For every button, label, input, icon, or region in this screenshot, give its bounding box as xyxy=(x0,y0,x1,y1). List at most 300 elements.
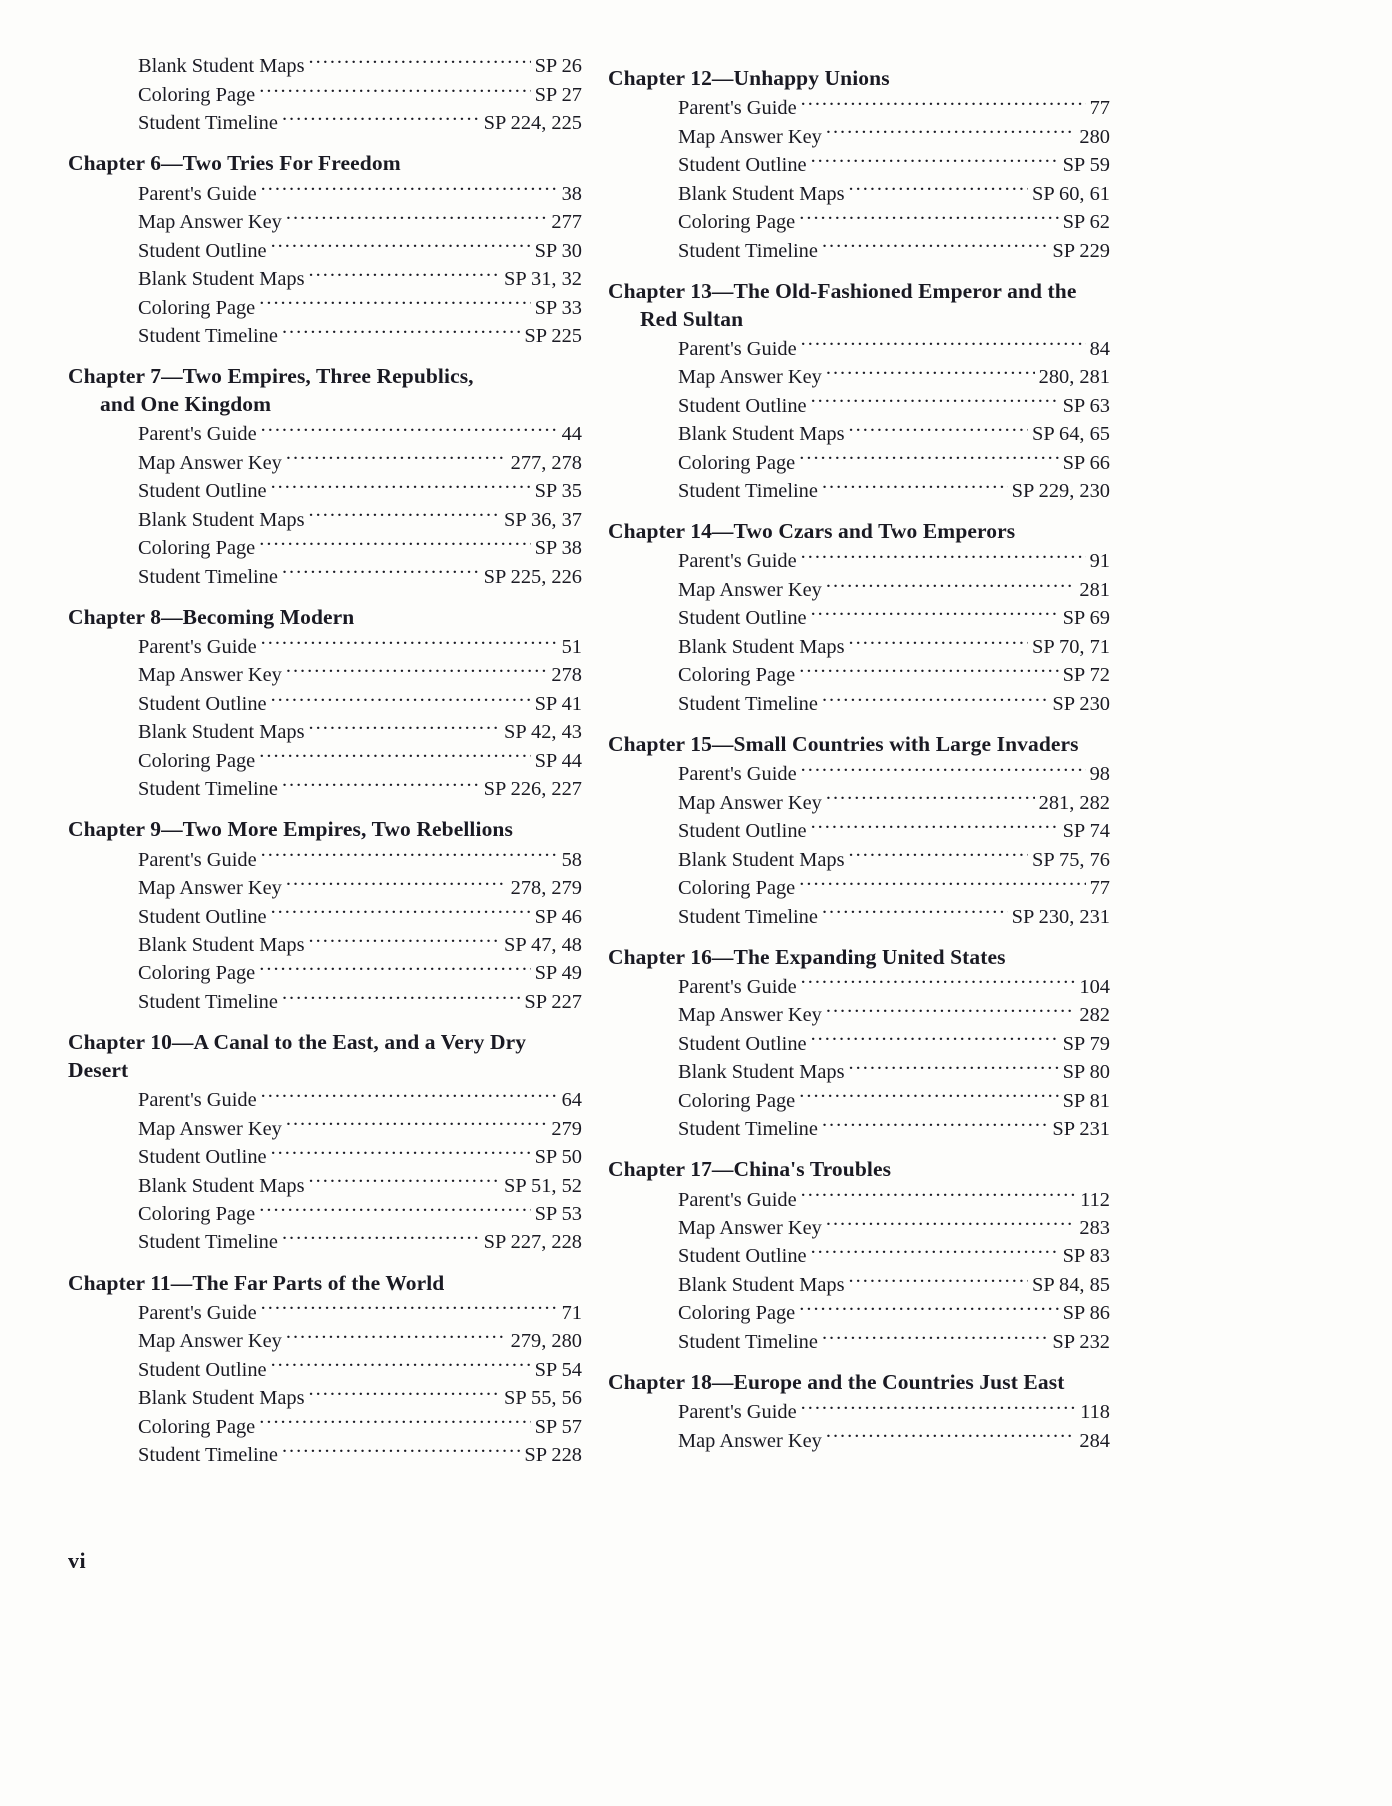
toc-dot-leader xyxy=(822,1115,1048,1135)
toc-entry[interactable] xyxy=(608,1328,1110,1356)
toc-entry[interactable] xyxy=(68,179,582,207)
toc-entry-page-number: SP 225, 226 xyxy=(483,565,582,588)
toc-entry[interactable] xyxy=(608,972,1110,1000)
toc-entry-label: Student Timeline xyxy=(678,1330,818,1353)
toc-entry-label: Blank Student Maps xyxy=(138,55,305,78)
toc-entry-label: Coloring Page xyxy=(678,211,796,234)
toc-entry-label: Student Outline xyxy=(138,905,267,928)
toc-entry[interactable] xyxy=(608,1271,1110,1299)
toc-entry[interactable] xyxy=(68,689,582,717)
toc-entry[interactable] xyxy=(68,1228,582,1256)
toc-dot-leader xyxy=(826,1426,1076,1446)
toc-entry-label: Map Answer Key xyxy=(138,211,282,234)
toc-entry[interactable] xyxy=(608,1001,1110,1029)
toc-entry-page-number: SP 229, 230 xyxy=(1011,480,1110,503)
chapter-heading[interactable] xyxy=(608,931,1110,973)
toc-entry-page-number: SP 38 xyxy=(534,537,582,560)
toc-entry[interactable] xyxy=(608,1398,1110,1426)
chapter-heading[interactable] xyxy=(68,591,582,633)
toc-entry[interactable] xyxy=(68,845,582,873)
toc-entry[interactable] xyxy=(68,236,582,264)
chapter-heading[interactable] xyxy=(68,350,582,420)
toc-dot-leader xyxy=(849,1271,1028,1291)
toc-columns xyxy=(0,52,1392,1469)
toc-dot-leader xyxy=(849,845,1028,865)
toc-entry-label: Student Outline xyxy=(678,1245,807,1268)
toc-entry[interactable] xyxy=(608,334,1110,362)
toc-entry-page-number: SP 69 xyxy=(1062,607,1110,630)
toc-dot-leader xyxy=(259,293,530,313)
toc-entry-page-number: 64 xyxy=(561,1089,582,1112)
toc-entry-label: Blank Student Maps xyxy=(138,508,305,531)
toc-entry-label: Student Timeline xyxy=(678,692,818,715)
toc-entry-page-number: SP 83 xyxy=(1062,1245,1110,1268)
toc-entry[interactable] xyxy=(68,420,582,448)
chapter-heading[interactable] xyxy=(608,718,1110,760)
toc-entry-label: Student Timeline xyxy=(678,1118,818,1141)
toc-entry[interactable] xyxy=(608,122,1110,150)
toc-dot-leader xyxy=(811,391,1059,411)
toc-entry-label: Map Answer Key xyxy=(678,1216,822,1239)
chapter-block xyxy=(68,803,582,1016)
toc-entry-page-number: SP 66 xyxy=(1062,451,1110,474)
toc-entry-page-number: 280, 281 xyxy=(1038,366,1110,389)
chapter-heading[interactable] xyxy=(608,52,1110,94)
toc-entry-page-number: SP 230 xyxy=(1052,692,1110,715)
toc-entry[interactable] xyxy=(608,575,1110,603)
toc-dot-leader xyxy=(822,477,1008,497)
toc-entry-label: Parent's Guide xyxy=(138,848,257,871)
toc-entry[interactable] xyxy=(68,505,582,533)
toc-dot-leader xyxy=(799,1299,1058,1319)
toc-entry[interactable] xyxy=(68,477,582,505)
toc-entry-page-number: SP 36, 37 xyxy=(504,508,582,531)
toc-entry-page-number: SP 42, 43 xyxy=(504,721,582,744)
toc-dot-leader xyxy=(286,208,548,228)
chapter-heading[interactable] xyxy=(68,137,582,179)
toc-entry-page-number: SP 86 xyxy=(1062,1302,1110,1325)
toc-entry-page-number: 51 xyxy=(561,635,582,658)
toc-entry-label: Blank Student Maps xyxy=(678,848,845,871)
toc-dot-leader xyxy=(811,604,1059,624)
toc-entry[interactable] xyxy=(68,1384,582,1412)
toc-entry-page-number: 277 xyxy=(551,211,582,234)
toc-entry-page-number: SP 226, 227 xyxy=(483,778,582,801)
toc-entry-page-number: SP 75, 76 xyxy=(1032,848,1110,871)
toc-entry-label: Parent's Guide xyxy=(678,1188,797,1211)
toc-entry[interactable] xyxy=(608,1029,1110,1057)
toc-entry-page-number: 71 xyxy=(561,1301,582,1324)
toc-entry-label: Coloring Page xyxy=(138,962,256,985)
toc-dot-leader xyxy=(261,632,558,652)
chapter-heading-line1: Chapter 15—Small Countries with Large Invaders xyxy=(608,731,1079,756)
toc-entry[interactable] xyxy=(608,760,1110,788)
chapter-block xyxy=(608,718,1110,931)
toc-entry[interactable] xyxy=(68,959,582,987)
toc-entry[interactable] xyxy=(68,661,582,689)
toc-entry-label: Parent's Guide xyxy=(138,1301,257,1324)
toc-entry[interactable] xyxy=(608,874,1110,902)
toc-dot-leader xyxy=(261,1086,558,1106)
toc-dot-leader xyxy=(282,562,480,582)
toc-dot-leader xyxy=(309,931,500,951)
toc-entry-page-number: SP 229 xyxy=(1052,239,1110,262)
toc-entry-page-number: SP 81 xyxy=(1062,1089,1110,1112)
toc-entry-label: Parent's Guide xyxy=(678,1401,797,1424)
toc-entry-page-number: 58 xyxy=(561,848,582,871)
toc-entry-label: Map Answer Key xyxy=(678,1004,822,1027)
toc-entry[interactable] xyxy=(608,632,1110,660)
toc-entry-label: Parent's Guide xyxy=(678,763,797,786)
toc-entry-page-number: SP 57 xyxy=(534,1415,582,1438)
toc-entry-label: Parent's Guide xyxy=(678,975,797,998)
toc-dot-leader xyxy=(259,1412,530,1432)
toc-dot-leader xyxy=(811,817,1059,837)
chapter-block xyxy=(608,931,1110,1144)
chapter-heading[interactable] xyxy=(608,1143,1110,1185)
chapter-heading[interactable] xyxy=(608,265,1110,335)
toc-entry-page-number: 77 xyxy=(1089,97,1110,120)
toc-entry-label: Map Answer Key xyxy=(138,1117,282,1140)
chapter-heading-line1: Chapter 17—China's Troubles xyxy=(608,1157,892,1182)
toc-entry-label: Student Timeline xyxy=(678,905,818,928)
toc-entry[interactable] xyxy=(68,1200,582,1228)
toc-entry[interactable] xyxy=(608,817,1110,845)
toc-entry-page-number: SP 72 xyxy=(1062,664,1110,687)
toc-dot-leader xyxy=(261,179,558,199)
toc-entry-label: Student Timeline xyxy=(138,325,278,348)
toc-entry-label: Blank Student Maps xyxy=(138,934,305,956)
toc-entry-page-number: SP 224, 225 xyxy=(483,112,582,135)
toc-dot-leader xyxy=(282,1441,520,1461)
toc-dot-leader xyxy=(259,959,530,979)
toc-entry-label: Student Timeline xyxy=(678,480,818,503)
toc-entry-page-number: SP 49 xyxy=(534,962,582,985)
toc-dot-leader xyxy=(271,236,531,256)
toc-entry-label: Blank Student Maps xyxy=(138,1174,305,1197)
toc-entry[interactable] xyxy=(608,151,1110,179)
toc-entry[interactable] xyxy=(68,265,582,293)
toc-entry[interactable] xyxy=(608,661,1110,689)
toc-entry[interactable] xyxy=(68,1327,582,1355)
chapter-block xyxy=(68,350,582,591)
toc-dot-leader xyxy=(826,1214,1076,1234)
toc-entry-page-number: 77 xyxy=(1089,877,1110,900)
toc-entry-label: Student Timeline xyxy=(678,239,818,262)
toc-dot-leader xyxy=(826,122,1076,142)
toc-dot-leader xyxy=(811,1242,1059,1262)
toc-entry[interactable] xyxy=(608,420,1110,448)
toc-dot-leader xyxy=(259,80,530,100)
chapter-heading[interactable] xyxy=(68,1016,582,1086)
chapter-heading-line1: Chapter 10—A Canal to the East, and a Very Dry Desert xyxy=(68,1030,527,1082)
chapter-heading-line1: Chapter 12—Unhappy Unions xyxy=(608,66,890,90)
toc-dot-leader xyxy=(271,477,531,497)
chapter-block xyxy=(608,505,1110,718)
toc-entry[interactable] xyxy=(68,1355,582,1383)
toc-dot-leader xyxy=(801,334,1086,354)
toc-entry-label: Map Answer Key xyxy=(678,578,822,601)
toc-entry[interactable] xyxy=(608,1242,1110,1270)
toc-entry[interactable] xyxy=(68,902,582,930)
toc-entry[interactable] xyxy=(68,874,582,902)
toc-dot-leader xyxy=(261,845,558,865)
toc-entry-page-number: SP 228 xyxy=(524,1444,582,1467)
toc-entry-label: Parent's Guide xyxy=(678,97,797,120)
toc-dot-leader xyxy=(271,1355,531,1375)
toc-entry-label: Blank Student Maps xyxy=(678,635,845,658)
toc-dot-leader xyxy=(286,448,507,468)
toc-entry-page-number: 38 xyxy=(561,182,582,205)
toc-entry-label: Coloring Page xyxy=(138,749,256,772)
toc-entry-label: Blank Student Maps xyxy=(138,1387,305,1410)
chapter-heading-line1: Chapter 13—The Old-Fashioned Emperor and the xyxy=(608,278,1077,303)
toc-left-column xyxy=(0,52,600,1469)
toc-entry-page-number: SP 50 xyxy=(534,1146,582,1169)
toc-entry[interactable] xyxy=(68,632,582,660)
toc-entry-page-number: SP 46 xyxy=(534,905,582,928)
toc-dot-leader xyxy=(822,236,1048,256)
toc-entry[interactable] xyxy=(608,1426,1110,1454)
toc-entry[interactable] xyxy=(68,775,582,803)
toc-entry[interactable] xyxy=(68,1171,582,1199)
toc-entry-label: Blank Student Maps xyxy=(678,182,845,205)
toc-entry[interactable] xyxy=(608,902,1110,930)
toc-dot-leader xyxy=(259,534,530,554)
toc-entry-label: Blank Student Maps xyxy=(138,268,305,291)
toc-entry[interactable] xyxy=(608,363,1110,391)
toc-entry-page-number: SP 74 xyxy=(1062,820,1110,843)
toc-entry[interactable] xyxy=(608,94,1110,122)
toc-entry[interactable] xyxy=(68,1441,582,1469)
toc-entry-label: Blank Student Maps xyxy=(678,423,845,446)
toc-entry-page-number: SP 70, 71 xyxy=(1032,635,1110,658)
toc-entry[interactable] xyxy=(608,788,1110,816)
toc-entry-page-number: 91 xyxy=(1089,550,1110,573)
chapter-heading[interactable] xyxy=(608,1356,1110,1398)
toc-entry-page-number: 84 xyxy=(1089,337,1110,360)
toc-entry[interactable] xyxy=(68,1298,582,1326)
toc-entry-label: Coloring Page xyxy=(138,83,256,106)
toc-entry[interactable] xyxy=(608,547,1110,575)
toc-entry-page-number: SP 79 xyxy=(1062,1032,1110,1055)
toc-entry-page-number: 281, 282 xyxy=(1038,791,1110,814)
chapter-block xyxy=(608,52,1110,265)
toc-dot-leader xyxy=(826,1001,1076,1021)
toc-entry-label: Coloring Page xyxy=(678,451,796,474)
toc-entry-label: Map Answer Key xyxy=(138,1330,282,1353)
toc-entry-label: Parent's Guide xyxy=(678,550,797,573)
toc-dot-leader xyxy=(309,505,500,525)
toc-entry-label: Blank Student Maps xyxy=(678,1273,845,1296)
toc-entry-label: Coloring Page xyxy=(138,537,256,560)
toc-entry[interactable] xyxy=(608,236,1110,264)
toc-dot-leader xyxy=(826,788,1035,808)
toc-entry-label: Student Outline xyxy=(678,394,807,417)
toc-entry-label: Parent's Guide xyxy=(138,635,257,658)
toc-entry-page-number: SP 31, 32 xyxy=(504,268,582,291)
toc-dot-leader xyxy=(286,661,548,681)
toc-dot-leader xyxy=(826,575,1076,595)
chapter-heading-line2: and One Kingdom xyxy=(100,391,272,416)
toc-entry[interactable] xyxy=(608,1115,1110,1143)
toc-dot-leader xyxy=(849,179,1028,199)
toc-dot-leader xyxy=(309,1171,500,1191)
chapter-block xyxy=(68,137,582,350)
toc-entry-page-number: SP 60, 61 xyxy=(1032,182,1110,205)
toc-entry-page-number: 284 xyxy=(1079,1429,1110,1452)
toc-entry[interactable] xyxy=(68,448,582,476)
toc-entry[interactable] xyxy=(68,80,582,108)
toc-dot-leader xyxy=(282,988,520,1008)
toc-entry[interactable] xyxy=(68,931,582,959)
toc-entry-page-number: 279 xyxy=(551,1117,582,1140)
toc-entry-page-number: SP 225 xyxy=(524,325,582,348)
toc-entry[interactable] xyxy=(608,604,1110,632)
chapter-heading-line1: Chapter 6—Two Tries For Freedom xyxy=(68,151,401,176)
toc-entry-label: Student Outline xyxy=(138,480,267,503)
toc-dot-leader xyxy=(799,1086,1058,1106)
toc-entry-label: Coloring Page xyxy=(138,1202,256,1225)
toc-entry-page-number: SP 51, 52 xyxy=(504,1174,582,1197)
toc-entry-label: Student Outline xyxy=(678,154,807,177)
toc-dot-leader xyxy=(801,547,1086,567)
toc-entry[interactable] xyxy=(608,179,1110,207)
toc-entry[interactable] xyxy=(608,1086,1110,1114)
toc-dot-leader xyxy=(801,1185,1077,1205)
chapter-heading-line1: Chapter 7—Two Empires, Three Republics, xyxy=(68,364,474,389)
toc-entry[interactable] xyxy=(608,448,1110,476)
toc-entry-label: Blank Student Maps xyxy=(138,721,305,744)
chapter-heading[interactable] xyxy=(68,1257,582,1299)
toc-entry-label: Coloring Page xyxy=(138,296,256,319)
toc-dot-leader xyxy=(282,775,480,795)
toc-entry-label: Student Outline xyxy=(678,820,807,843)
chapter-block xyxy=(68,1016,582,1257)
toc-entry-label: Coloring Page xyxy=(678,877,796,900)
chapter-block xyxy=(608,1143,1110,1356)
toc-entry-label: Coloring Page xyxy=(678,1089,796,1112)
toc-dot-leader xyxy=(811,151,1059,171)
toc-entry[interactable] xyxy=(608,689,1110,717)
toc-dot-leader xyxy=(286,1114,548,1134)
toc-dot-leader xyxy=(822,1328,1048,1348)
toc-entry-label: Map Answer Key xyxy=(138,664,282,687)
toc-entry-label: Map Answer Key xyxy=(678,791,822,814)
toc-entry[interactable] xyxy=(68,109,582,137)
chapter-heading-line1: Chapter 16—The Expanding United States xyxy=(608,944,1006,969)
toc-entry-page-number: 98 xyxy=(1089,763,1110,786)
toc-entry-label: Student Timeline xyxy=(138,990,278,1013)
chapter-heading-line1: Chapter 9—Two More Empires, Two Rebellions xyxy=(68,817,513,842)
toc-entry[interactable] xyxy=(608,391,1110,419)
toc-dot-leader xyxy=(259,1200,530,1220)
toc-entry-label: Map Answer Key xyxy=(678,125,822,148)
toc-entry[interactable] xyxy=(68,534,582,562)
page-folio: vi xyxy=(68,1548,87,1573)
toc-entry[interactable] xyxy=(608,208,1110,236)
toc-entry-page-number: SP 64, 65 xyxy=(1032,423,1110,446)
chapter-heading[interactable] xyxy=(608,505,1110,547)
chapter-heading-line1: Chapter 8—Becoming Modern xyxy=(68,604,355,629)
toc-entry[interactable] xyxy=(68,1114,582,1142)
toc-dot-leader xyxy=(282,322,520,342)
toc-entry[interactable] xyxy=(68,746,582,774)
chapter-heading-line2: Red Sultan xyxy=(640,306,744,331)
toc-entry-label: Student Timeline xyxy=(138,1444,278,1467)
toc-entry[interactable] xyxy=(608,1058,1110,1086)
toc-dot-leader xyxy=(799,661,1058,681)
toc-entry-page-number: SP 44 xyxy=(534,749,582,772)
toc-entry[interactable] xyxy=(68,1412,582,1440)
toc-entry[interactable] xyxy=(68,208,582,236)
toc-entry-page-number: SP 35 xyxy=(534,480,582,503)
toc-dot-leader xyxy=(261,420,558,440)
toc-entry-page-number: SP 230, 231 xyxy=(1011,905,1110,928)
toc-dot-leader xyxy=(309,52,531,72)
toc-dot-leader xyxy=(849,632,1028,652)
toc-entry[interactable] xyxy=(68,322,582,350)
toc-entry-page-number: 278 xyxy=(551,664,582,687)
toc-entry-page-number: SP 55, 56 xyxy=(504,1387,582,1410)
toc-entry-page-number: SP 227, 228 xyxy=(483,1231,582,1254)
toc-entry[interactable] xyxy=(608,477,1110,505)
toc-entry-page-number: 280 xyxy=(1079,125,1110,148)
toc-entry[interactable] xyxy=(68,52,582,80)
toc-dot-leader xyxy=(271,1143,531,1163)
toc-entry-page-number: 104 xyxy=(1079,975,1110,998)
chapter-block xyxy=(608,265,1110,506)
toc-entry[interactable] xyxy=(68,988,582,1016)
toc-dot-leader xyxy=(799,448,1058,468)
toc-dot-leader xyxy=(822,689,1048,709)
toc-entry-page-number: 118 xyxy=(1080,1401,1110,1424)
toc-dot-leader xyxy=(282,109,480,129)
toc-entry-label: Coloring Page xyxy=(138,1415,256,1438)
toc-entry-label: Parent's Guide xyxy=(138,182,257,205)
toc-entry[interactable] xyxy=(608,1214,1110,1242)
toc-entry[interactable] xyxy=(68,562,582,590)
toc-dot-leader xyxy=(849,420,1028,440)
toc-right-column xyxy=(600,52,1392,1469)
toc-entry-label: Parent's Guide xyxy=(138,423,257,446)
toc-entry-label: Coloring Page xyxy=(678,664,796,687)
toc-entry-page-number: 278, 279 xyxy=(510,877,582,900)
toc-entry-label: Student Timeline xyxy=(138,778,278,801)
toc-dot-leader xyxy=(801,972,1076,992)
toc-entry-page-number: 281 xyxy=(1079,578,1110,601)
toc-entry[interactable] xyxy=(68,718,582,746)
toc-entry[interactable] xyxy=(68,1143,582,1171)
toc-dot-leader xyxy=(799,874,1085,894)
toc-entry-page-number: SP 54 xyxy=(534,1358,582,1381)
chapter-heading-line1: Chapter 11—The Far Parts of the World xyxy=(68,1270,445,1295)
toc-entry[interactable] xyxy=(608,1299,1110,1327)
toc-entry-label: Blank Student Maps xyxy=(678,1061,845,1084)
toc-entry[interactable] xyxy=(608,1185,1110,1213)
toc-entry[interactable] xyxy=(68,293,582,321)
toc-entry-label: Parent's Guide xyxy=(678,337,797,360)
toc-entry-page-number: SP 80 xyxy=(1062,1061,1110,1084)
toc-entry[interactable] xyxy=(68,1086,582,1114)
toc-entry-page-number: SP 26 xyxy=(534,55,582,78)
toc-entry[interactable] xyxy=(608,845,1110,873)
toc-dot-leader xyxy=(799,208,1058,228)
toc-dot-leader xyxy=(826,363,1035,383)
toc-dot-leader xyxy=(849,1058,1059,1078)
chapter-heading[interactable] xyxy=(68,803,582,845)
toc-entry-label: Coloring Page xyxy=(678,1302,796,1325)
